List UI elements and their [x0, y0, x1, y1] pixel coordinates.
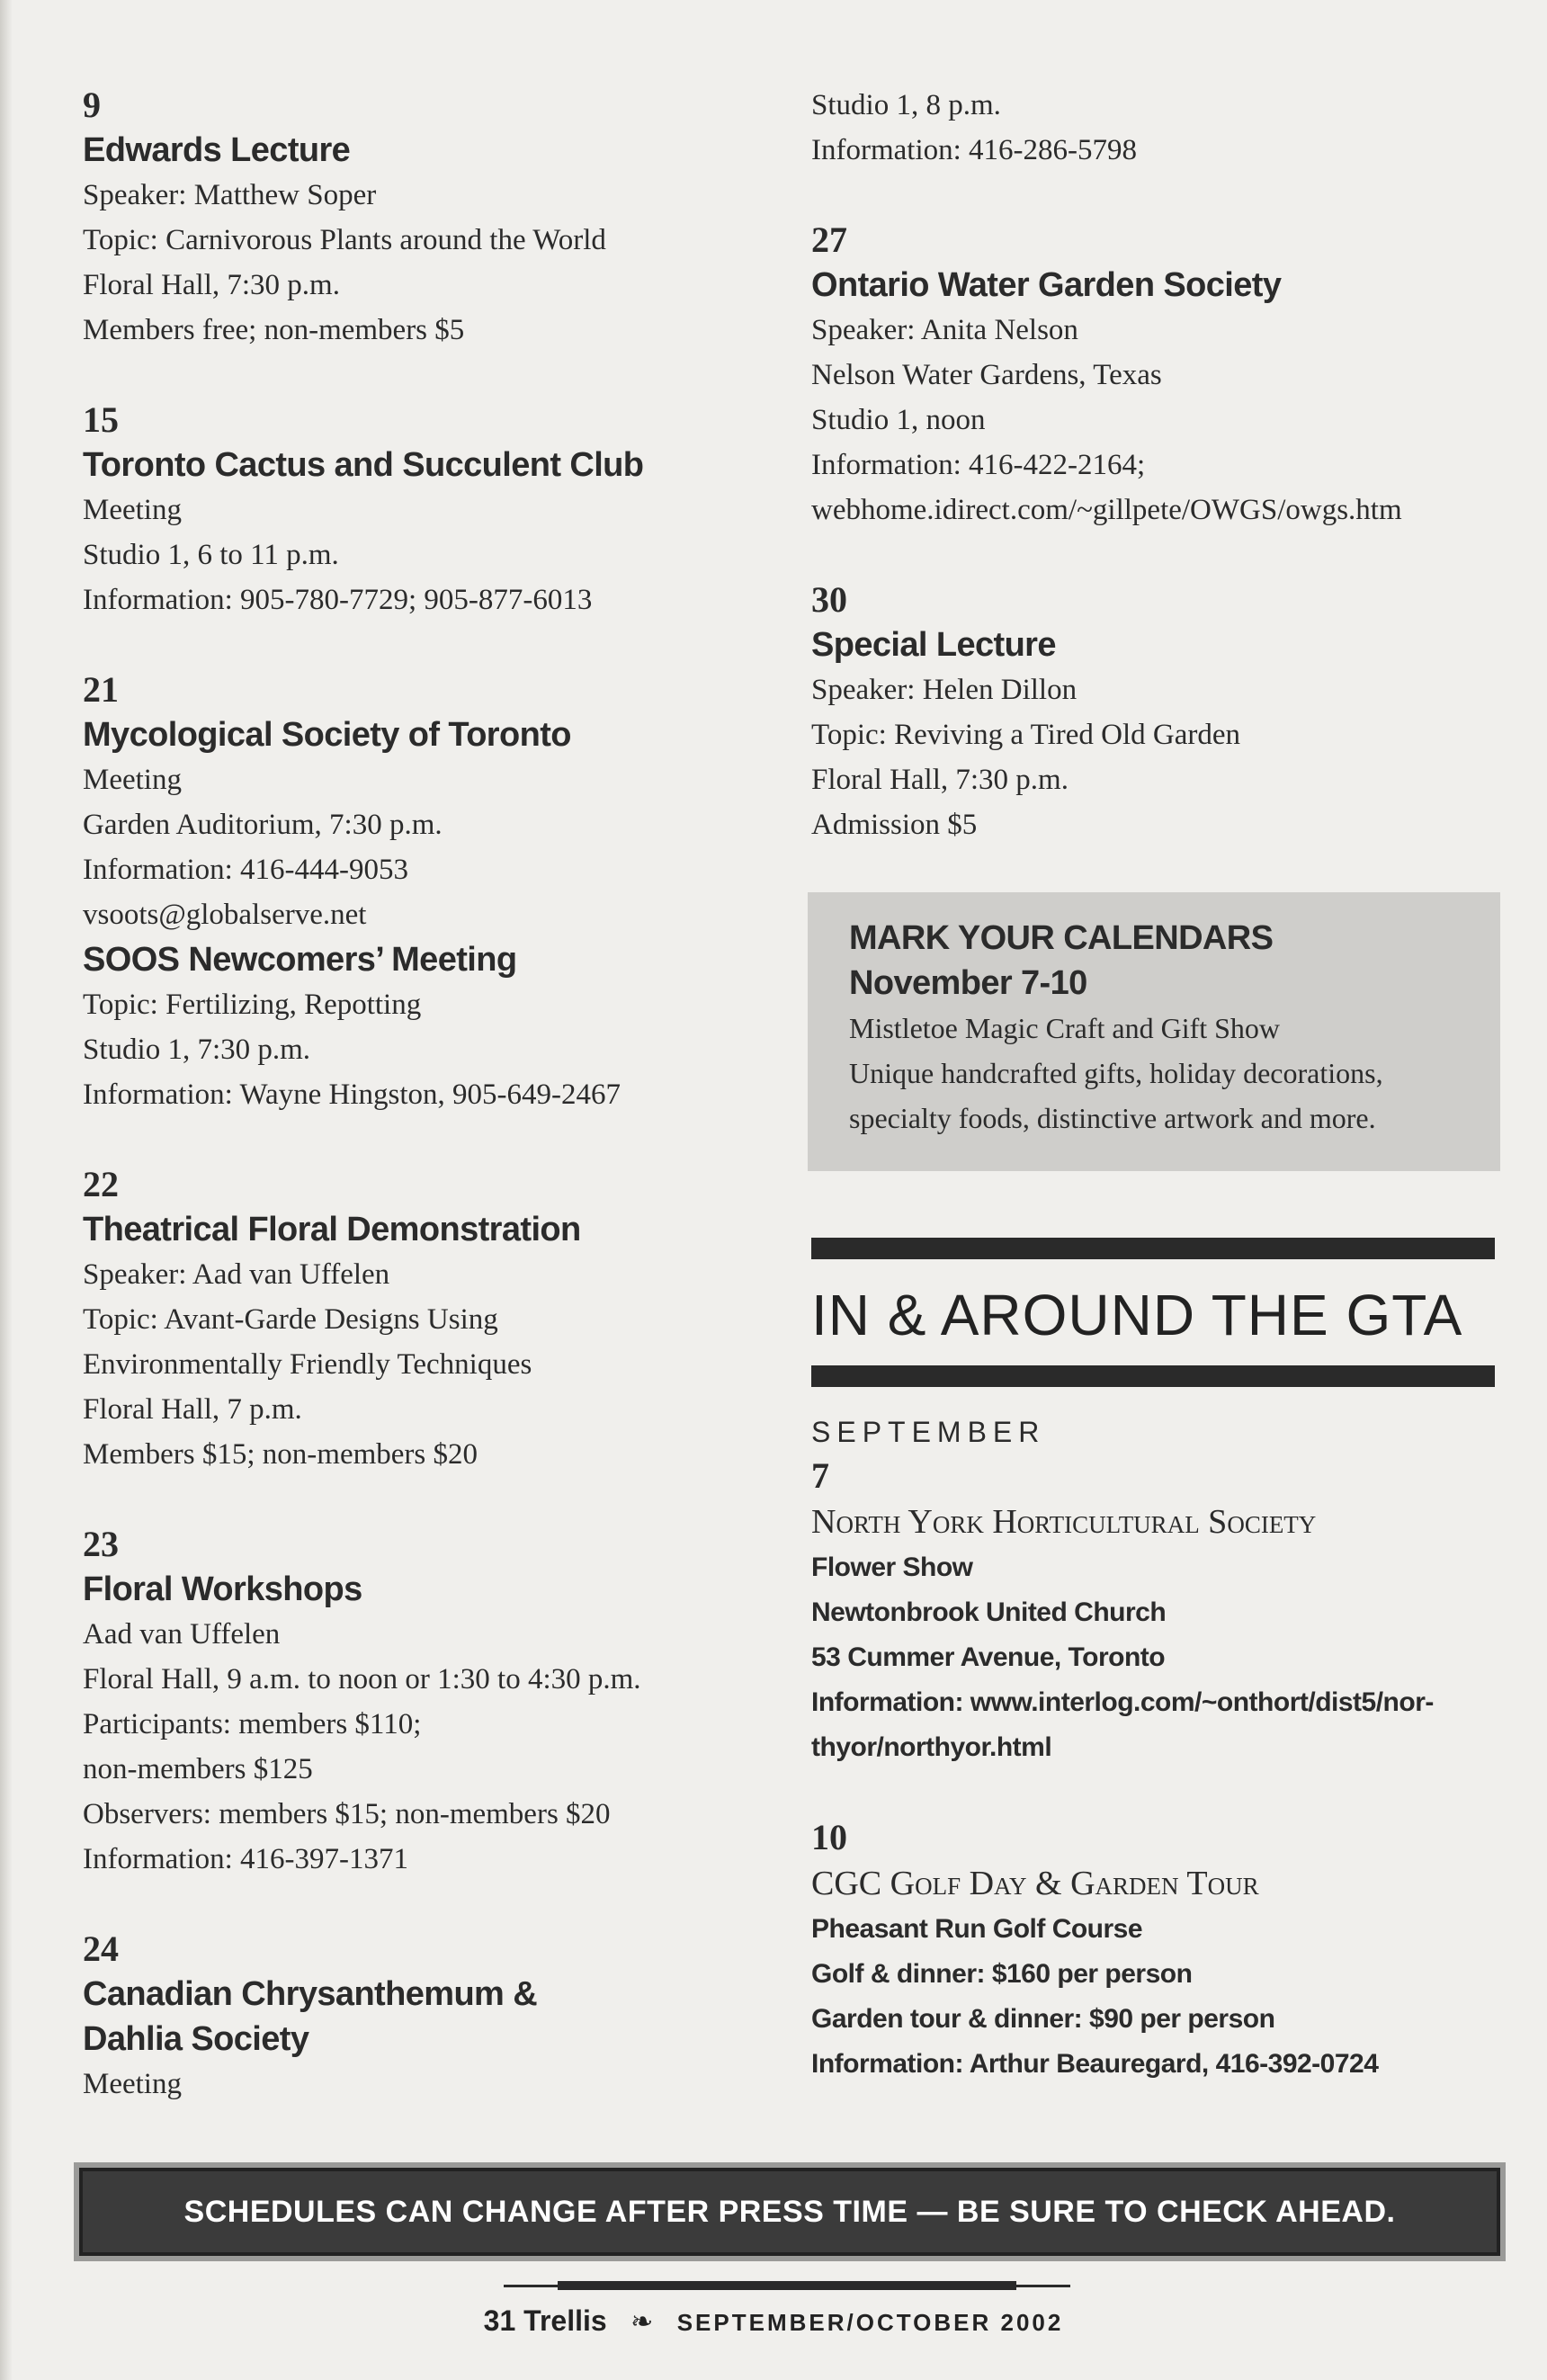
event-detail: Environmentally Friendly Techniques [83, 1348, 532, 1381]
event-detail: Information: Wayne Hingston, 905-649-2467 [83, 1078, 621, 1111]
mark-your-calendars-box [808, 892, 1500, 1171]
event-sept-24-continued [811, 83, 1495, 173]
event-detail: Floral Hall, 9 a.m. to noon or 1:30 to 4:30 p.m. [83, 1663, 641, 1696]
event-detail: Speaker: Matthew Soper [83, 179, 377, 211]
event-detail: Speaker: Helen Dillon [811, 674, 1078, 706]
event-detail: Studio 1, 7:30 p.m. [83, 1033, 311, 1066]
event-detail: Flower Show [811, 1552, 973, 1582]
event-title: North York Horticultural Society [811, 1503, 1317, 1541]
event-date: 27 [811, 219, 847, 260]
event-date: 21 [83, 669, 119, 710]
event-title: Floral Workshops [83, 1570, 362, 1608]
event-detail: Information: 416-397-1371 [83, 1843, 409, 1875]
event-detail: Speaker: Aad van Uffelen [83, 1258, 390, 1291]
event-detail: Information: 905-780-7729; 905-877-6013 [83, 584, 593, 616]
calendar-box-detail: Mistletoe Magic Craft and Gift Show [849, 1012, 1281, 1044]
event-detail: Garden Auditorium, 7:30 p.m. [83, 809, 443, 841]
leaf-icon: ❧ [630, 2307, 654, 2337]
event-title: Ontario Water Garden Society [811, 266, 1282, 304]
event-sept-21-mycological [83, 667, 784, 937]
footer-rule-thin [504, 2285, 1070, 2287]
page-spine-shadow [0, 0, 13, 2380]
event-detail: Floral Hall, 7:30 p.m. [83, 269, 340, 301]
event-email[interactable]: vsoots@globalserve.net [83, 899, 367, 931]
event-title: SOOS Newcomers’ Meeting [83, 941, 517, 979]
event-sept-30 [811, 577, 1495, 847]
event-title: Edwards Lecture [83, 131, 351, 169]
event-detail: Golf & dinner: $160 per person [811, 1959, 1193, 1989]
event-sept-9 [83, 83, 784, 353]
event-detail: Floral Hall, 7:30 p.m. [811, 764, 1069, 796]
event-sept-22 [83, 1162, 784, 1477]
event-detail: Topic: Fertilizing, Repotting [83, 989, 422, 1021]
event-detail: 53 Cummer Avenue, Toronto [811, 1642, 1166, 1672]
event-date: 7 [811, 1455, 829, 1496]
section-rule-top [811, 1238, 1495, 1259]
event-detail: Studio 1, noon [811, 404, 986, 436]
event-detail: Newtonbrook United Church [811, 1597, 1167, 1627]
event-detail: Members free; non-members $5 [83, 314, 465, 346]
schedule-warning-banner: SCHEDULES CAN CHANGE AFTER PRESS TIME — BE SURE TO CHECK AHEAD. [79, 2168, 1500, 2256]
gta-event-sept-7 [811, 1454, 1495, 1770]
event-detail: Pheasant Run Golf Course [811, 1914, 1143, 1944]
event-detail: Meeting [83, 2068, 182, 2100]
issue-date: SEPTEMBER/OCTOBER 2002 [676, 2309, 1064, 2336]
event-date: 23 [83, 1524, 119, 1564]
gta-event-sept-10 [811, 1815, 1495, 2087]
page-footer [0, 2304, 1547, 2338]
event-title: Special Lecture [811, 626, 1056, 664]
event-detail: Studio 1, 8 p.m. [811, 89, 1001, 121]
calendar-box-detail: specialty foods, distinctive artwork and more. [849, 1102, 1376, 1134]
event-detail: Meeting [83, 494, 182, 526]
event-title: Dahlia Society [83, 2020, 309, 2058]
calendar-box-detail: Unique handcrafted gifts, holiday decorations, [849, 1057, 1383, 1089]
event-detail: Information: 416-286-5798 [811, 134, 1138, 166]
event-date: 24 [83, 1928, 119, 1969]
event-sept-15 [83, 398, 784, 622]
event-title: Toronto Cactus and Succulent Club [83, 446, 644, 484]
event-sept-24 [83, 1927, 784, 2107]
event-detail: Information: 416-444-9053 [83, 854, 409, 886]
event-url[interactable]: webhome.idirect.com/~gillpete/OWGS/owgs.htm [811, 494, 1402, 526]
left-column [83, 83, 784, 2107]
event-title: Mycological Society of Toronto [83, 716, 571, 754]
event-detail: Studio 1, 6 to 11 p.m. [83, 539, 339, 571]
event-detail: Information: Arthur Beauregard, 416-392-0724 [811, 2049, 1379, 2079]
event-detail: Floral Hall, 7 p.m. [83, 1393, 302, 1426]
event-detail: Garden tour & dinner: $90 per person [811, 2004, 1275, 2034]
event-detail: Admission $5 [811, 809, 978, 841]
event-url-continued[interactable]: thyor/northyor.html [811, 1732, 1052, 1762]
event-detail: Participants: members $110; [83, 1708, 422, 1740]
section-rule-bottom [811, 1365, 1495, 1387]
right-column [811, 83, 1495, 2087]
gta-section-heading: IN & AROUND THE GTA [811, 1283, 1463, 1347]
event-url[interactable]: Information: www.interlog.com/~onthort/dist5/nor- [811, 1687, 1434, 1717]
event-detail: Nelson Water Gardens, Texas [811, 359, 1162, 391]
month-heading: SEPTEMBER [811, 1416, 1046, 1448]
event-detail: Topic: Carnivorous Plants around the World [83, 224, 606, 256]
event-date: 9 [83, 85, 101, 125]
event-detail: Speaker: Anita Nelson [811, 314, 1078, 346]
event-detail: Observers: members $15; non-members $20 [83, 1798, 611, 1830]
event-detail: non-members $125 [83, 1753, 313, 1785]
calendar-box-heading: MARK YOUR CALENDARS [849, 919, 1274, 957]
event-date: 30 [811, 579, 847, 620]
event-detail: Meeting [83, 764, 182, 796]
event-detail: Members $15; non-members $20 [83, 1438, 478, 1471]
event-detail: Topic: Avant-Garde Designs Using [83, 1303, 498, 1336]
event-title: Theatrical Floral Demonstration [83, 1211, 581, 1248]
event-detail: Aad van Uffelen [83, 1618, 281, 1651]
event-date: 15 [83, 399, 119, 440]
event-date: 22 [83, 1164, 119, 1204]
event-title: CGC Golf Day & Garden Tour [811, 1865, 1259, 1902]
event-sept-27 [811, 218, 1495, 532]
calendar-box-dates: November 7-10 [849, 964, 1087, 1002]
event-sept-21-soos [83, 937, 784, 1117]
event-title: Canadian Chrysanthemum & [83, 1975, 538, 2013]
event-detail: Topic: Reviving a Tired Old Garden [811, 719, 1241, 751]
event-sept-23 [83, 1522, 784, 1882]
page-number: 31 Trellis [483, 2304, 607, 2337]
event-date: 10 [811, 1817, 847, 1857]
event-detail: Information: 416-422-2164; [811, 449, 1146, 481]
